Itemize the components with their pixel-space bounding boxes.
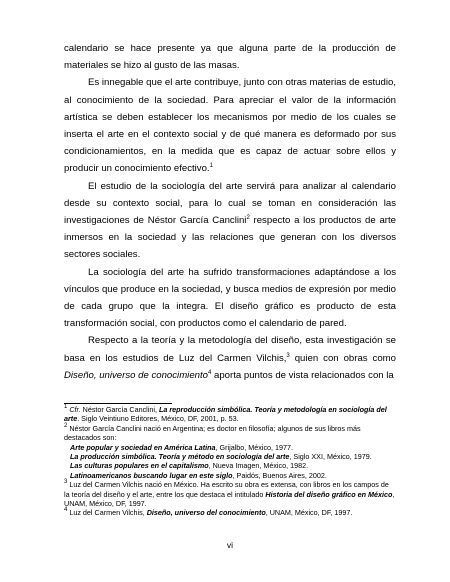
footnote-ref-3[interactable]: 3 <box>286 352 290 359</box>
footnote-2-book: Latinoamericanos buscando lugar en este siglo, Paidós, Buenos Aires, 2002. <box>70 470 327 480</box>
footnote-2-book: La producción simbólica. Teoría y método en sociología del arte, Siglo XXI, México, 1979. <box>70 452 372 462</box>
footnote-2: $^2$ Néstor García Canclini nació en Argentina; es doctor en filosofía; algunos de sus libros más destacados son: <box>64 422 361 443</box>
paragraph-5: Respecto a la teoría y la metodología del diseño, esta investigación se basa en los estudios de Luz del Carmen Vilchis,$^3$ quien con obras como Diseño, universo de conocimiento$^4$ aporta puntos de vista relacionados con la <box>64 335 396 381</box>
footnote-4: $^4$ Luz del Carmen Vilchis, Diseño, universo del conocimiento, UNAM, México, DF, 1997. <box>64 507 353 518</box>
paragraph-2: Es innegable que el arte contribuye, junto con otras materias de estudio, al conocimiento de la sociedad. Para apreciar el valor de la información artística se deben establecer los mecanismos por medio de los cuales se inserta el arte en el contexto social y de qué manera es deformado por sus condicionamientos, en la medida que es capaz de actuar sobre ellos y producir un conocimiento efectivo.$^1$ <box>64 77 396 175</box>
footnote-ref-4[interactable]: 4 <box>208 369 212 376</box>
footnote-1: $^1$ Cfr. Néstor García Canclini, La reproducción simbólica. Teoría y metodología en sociología del arte. Siglo Veintiuno Editores, México, DF, 2001, p. 53. <box>64 404 387 424</box>
paragraph-3: El estudio de la sociología del arte servirá para analizar al calendario desde su contexto social, para lo cual se toman en consideración las investigaciones de Néstor García Canclini$^2$ respecto a los productos de arte inmersos en la sociedad y las relaciones que generan con los diversos sectores sociales. <box>64 180 396 261</box>
footnote-2-book: Arte popular y sociedad en América Latina, Grijalbo, México, 1977. <box>70 442 294 452</box>
footnote-ref-1[interactable]: 1 <box>209 163 213 170</box>
footnote-3: $^3$ Luz del Carmen Vilchis nació en México. Ha escrito su obra es extensa, con libros en los campos de la teoría del diseño y el arte, entre los que destaca el intitulado Historia del diseño gráfico en México, UNAM, México, DF, 1997. <box>64 479 395 509</box>
footnote-2-book: Las culturas populares en el capitalismo, Nueva Imagen, México, 1982. <box>70 461 309 471</box>
paragraph-4: La sociología del arte ha sufrido transformaciones adaptándose a los vínculos que produce en la sociedad, y busca medios de expresión por medio de cada grupo que la integra. El diseño gráfico es producto de esta transformación social, con productos como el calendario de pared. <box>64 266 396 330</box>
page-number: vi <box>226 540 234 550</box>
paragraph-1: calendario se hace presente ya que alguna parte de la producción de materiales se hizo al gusto de las masas. <box>64 43 396 72</box>
footnotes <box>64 405 396 518</box>
body-text <box>64 40 396 384</box>
footnote-ref-2[interactable]: 2 <box>246 215 250 222</box>
footnote-separator <box>64 403 172 404</box>
book-title: Diseño, universo de conocimiento <box>64 369 208 381</box>
